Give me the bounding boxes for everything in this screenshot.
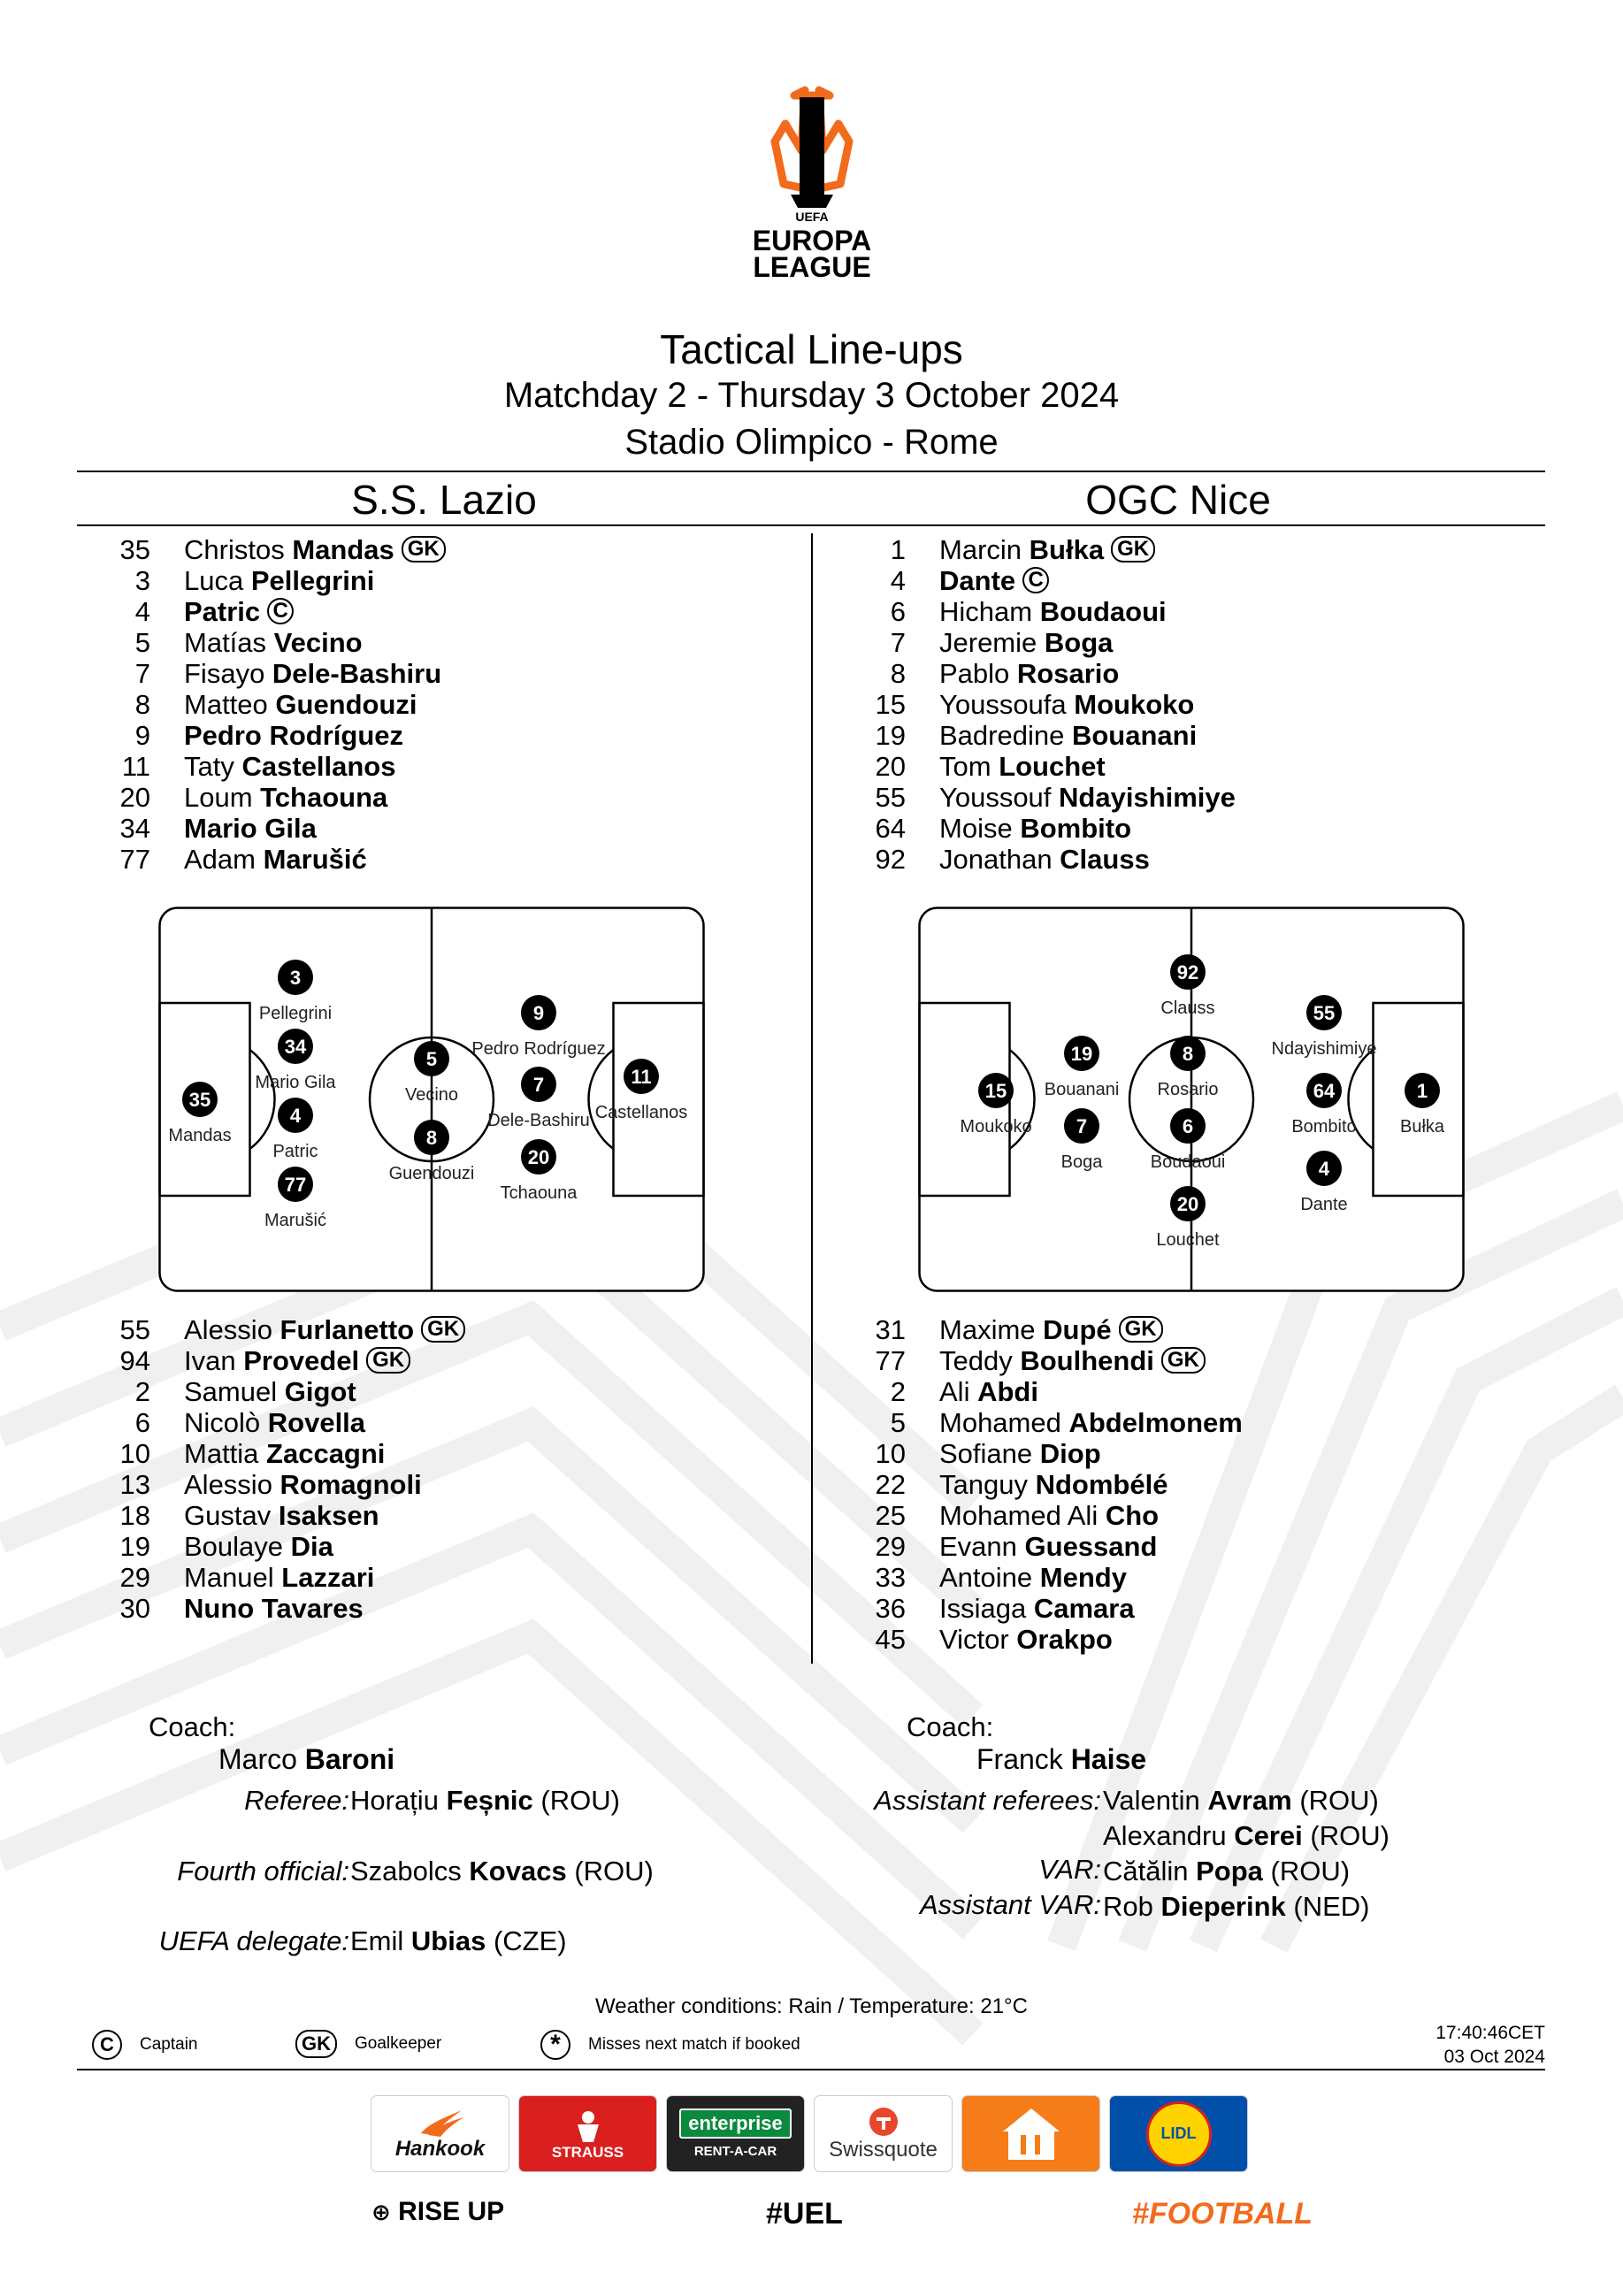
player-marker-number: 4: [289, 1105, 302, 1127]
player-marker-number: 3: [289, 967, 302, 989]
away-starter-row: [851, 844, 1236, 875]
goalkeeper-icon: GK: [421, 1316, 465, 1343]
away-sub-row: [851, 1624, 1243, 1655]
shirt-number: 19: [119, 1531, 150, 1562]
player-last-name: Ndayishimiye: [1059, 782, 1236, 813]
shirt-number: 29: [119, 1562, 150, 1593]
player-first-name: Badredine: [939, 720, 1072, 751]
player-marker-number: 5: [425, 1048, 438, 1070]
shirt-number: 11: [121, 751, 150, 782]
shirt-number: 33: [875, 1562, 906, 1593]
home-sub-row: [96, 1593, 465, 1624]
uefa-delegate-name: Emil Ubias (CZE): [350, 1925, 567, 1956]
away-starter-row: [851, 813, 1236, 844]
player-marker-name: Pedro Rodríguez: [471, 1039, 606, 1059]
shirt-number: 20: [875, 751, 906, 782]
player-marker-number: 19: [1070, 1043, 1093, 1065]
player-first-name: Youssoufa: [939, 689, 1075, 720]
home-starter-row: [96, 720, 446, 751]
shirt-number: 45: [875, 1624, 906, 1655]
player-last-name: Cho: [1105, 1500, 1160, 1531]
home-starter-row: [96, 627, 446, 658]
fourth-official-name: Szabolcs Kovacs (ROU): [350, 1856, 654, 1887]
player-first-name: Hicham: [939, 596, 1040, 627]
shirt-number: 6: [890, 596, 906, 627]
player-last-name: Abdi: [977, 1376, 1038, 1407]
uefa-delegate-role: UEFA delegate:: [158, 1925, 349, 1956]
player-last-name: Bułka: [1029, 534, 1105, 565]
shirt-number: 22: [875, 1469, 906, 1500]
player-last-name: Boga: [1044, 627, 1114, 658]
player-last-name: Abdelmonem: [1068, 1407, 1243, 1438]
player-marker-number: 7: [1076, 1115, 1088, 1137]
shirt-number: 30: [119, 1593, 150, 1624]
player-last-name: Diop: [1039, 1438, 1101, 1469]
player-last-name: Dupé: [1043, 1314, 1112, 1345]
legend-goalkeeper-label: Goalkeeper: [355, 2034, 442, 2053]
shirt-number: 3: [134, 565, 150, 596]
report-timestamp: [1435, 2021, 1545, 2069]
player-marker-number: 8: [425, 1127, 438, 1149]
player-marker-number: 8: [1182, 1043, 1194, 1065]
player-last-name: Nuno Tavares: [184, 1593, 364, 1624]
player-last-name: Zaccagni: [266, 1438, 386, 1469]
away-coach-label: Coach:: [907, 1711, 994, 1742]
hankook-label: Hankook: [394, 2136, 486, 2161]
home-sub-row: [96, 1438, 465, 1469]
home-starter-row: [96, 844, 446, 875]
player-last-name: Marušić: [263, 844, 367, 875]
player-marker-number: 55: [1313, 1002, 1336, 1024]
shirt-number: 15: [875, 689, 906, 720]
swissquote-label: Swissquote: [829, 2137, 938, 2162]
home-sub-row: [96, 1407, 465, 1438]
player-last-name: Romagnoli: [279, 1469, 422, 1500]
home-starter-row: [96, 813, 446, 844]
home-starter-row: [96, 596, 446, 627]
player-last-name: Furlanetto: [279, 1314, 415, 1345]
player-marker-name: Moukoko: [960, 1117, 1032, 1137]
shirt-number: 7: [890, 627, 906, 658]
player-last-name: Louchet: [999, 751, 1106, 782]
enterprise-label: enterprise: [679, 2108, 791, 2139]
shirt-number: 9: [134, 720, 150, 751]
shirt-number: 7: [134, 658, 150, 689]
player-first-name: Maxime: [939, 1314, 1044, 1345]
player-last-name: Vecino: [273, 627, 363, 658]
player-marker-name: Castellanos: [594, 1103, 688, 1122]
home-sub-row: [96, 1376, 465, 1407]
fourth-official-role: Fourth official:: [177, 1856, 349, 1887]
player-marker-number: 9: [532, 1002, 545, 1024]
footer-uel-hashtag: #UEL: [766, 2197, 843, 2231]
home-starter-row: [96, 658, 446, 689]
player-marker-number: 77: [284, 1174, 307, 1196]
goalkeeper-icon: GK: [1111, 536, 1155, 563]
shirt-number: 10: [875, 1438, 906, 1469]
venue-info: Stadio Olimpico - Rome: [624, 423, 999, 462]
assistant-referee-2: Alexandru Cerei (ROU): [1103, 1820, 1390, 1851]
shirt-number: 55: [119, 1314, 150, 1345]
shirt-number: 13: [119, 1469, 150, 1500]
home-sub-row: [96, 1345, 465, 1376]
player-last-name: Mendy: [1039, 1562, 1127, 1593]
player-first-name: Matteo: [184, 689, 276, 720]
home-sub-row: [96, 1500, 465, 1531]
shirt-number: 2: [134, 1376, 150, 1407]
player-first-name: Antoine: [939, 1562, 1040, 1593]
away-sub-row: [851, 1314, 1243, 1345]
player-first-name: Mohamed Ali: [939, 1500, 1106, 1531]
player-first-name: Evann: [939, 1531, 1025, 1562]
strauss-bird-icon: [570, 2107, 606, 2144]
player-first-name: Christos: [184, 534, 293, 565]
player-last-name: Tchaouna: [260, 782, 388, 813]
away-sub-row: [851, 1593, 1243, 1624]
shirt-number: 5: [134, 627, 150, 658]
away-sub-row: [851, 1376, 1243, 1407]
logo-uefa-text: UEFA: [795, 210, 829, 224]
player-last-name: Clauss: [1060, 844, 1150, 875]
player-first-name: Jonathan: [939, 844, 1060, 875]
shirt-number: 4: [134, 596, 150, 627]
player-first-name: Luca: [184, 565, 251, 596]
player-last-name: Bouanani: [1071, 720, 1198, 751]
away-starter-row: [851, 782, 1236, 813]
footer-football-hashtag: #FOOTBALL: [1132, 2197, 1313, 2231]
report-date: 03 Oct 2024: [1443, 2047, 1545, 2067]
player-marker-name: Tchaouna: [500, 1183, 578, 1203]
away-formation-pitch: [918, 907, 1465, 1292]
player-marker-name: Clauss: [1160, 999, 1215, 1018]
var-name: Cătălin Popa (ROU): [1103, 1856, 1351, 1887]
europa-league-logo: [752, 88, 872, 292]
away-starter-row: [851, 751, 1236, 782]
player-last-name: Lazzari: [281, 1562, 375, 1593]
player-first-name: Gustav: [184, 1500, 279, 1531]
sponsor-lidl: [1110, 2096, 1247, 2171]
player-first-name: Pablo: [939, 658, 1017, 689]
lidl-label: LIDL: [1160, 2124, 1197, 2142]
away-sub-row: [851, 1500, 1243, 1531]
shirt-number: 31: [875, 1314, 906, 1345]
player-marker-number: 7: [532, 1074, 545, 1096]
away-starter-row: [851, 627, 1236, 658]
hankook-flame-icon: [414, 2107, 467, 2137]
player-last-name: Boudaoui: [1039, 596, 1167, 627]
player-marker-name: Mario Gila: [255, 1073, 336, 1092]
shirt-number: 20: [119, 782, 150, 813]
player-last-name: Gigot: [284, 1376, 356, 1407]
player-first-name: Marcin: [939, 534, 1030, 565]
player-last-name: Rosario: [1016, 658, 1120, 689]
player-last-name: Pellegrini: [250, 565, 375, 596]
home-starter-row: [96, 782, 446, 813]
player-last-name: Moukoko: [1074, 689, 1195, 720]
away-sub-row: [851, 1562, 1243, 1593]
away-coach-name: Franck Haise: [976, 1743, 1147, 1775]
shirt-number: 55: [875, 782, 906, 813]
shirt-number: 18: [119, 1500, 150, 1531]
player-marker-number: 20: [1176, 1193, 1199, 1215]
home-substitutes-list: [96, 1314, 465, 1624]
shirt-number: 4: [890, 565, 906, 596]
player-first-name: Alessio: [184, 1469, 280, 1500]
player-last-name: Dante: [939, 565, 1016, 596]
player-first-name: Taty: [184, 751, 242, 782]
player-marker-name: Bombito: [1291, 1117, 1357, 1137]
home-sub-row: [96, 1562, 465, 1593]
legend-captain-label: Captain: [140, 2035, 198, 2054]
shirt-number: 8: [134, 689, 150, 720]
logo-europa-text: EUROPA: [752, 225, 872, 256]
player-marker-name: Dante: [1300, 1195, 1348, 1214]
player-marker-number: 64: [1313, 1080, 1336, 1102]
player-first-name: Teddy: [939, 1345, 1021, 1376]
away-sub-row: [851, 1345, 1243, 1376]
player-first-name: Youssouf: [939, 782, 1060, 813]
player-last-name: Isaksen: [278, 1500, 379, 1531]
player-marker-number: 92: [1176, 961, 1199, 983]
home-starting-list: [96, 534, 446, 875]
shirt-number: 34: [119, 813, 150, 844]
player-marker-number: 35: [188, 1089, 211, 1111]
player-last-name: Castellanos: [241, 751, 396, 782]
player-marker-name: Boudaoui: [1150, 1152, 1226, 1172]
home-coach-name: Marco Baroni: [218, 1743, 395, 1775]
player-first-name: Manuel: [184, 1562, 282, 1593]
player-last-name: Dia: [290, 1531, 333, 1562]
away-sub-row: [851, 1407, 1243, 1438]
shirt-number: 2: [890, 1376, 906, 1407]
legend-captain: [92, 2030, 198, 2060]
assistant-referee-1: Valentin Avram (ROU): [1103, 1785, 1379, 1816]
referee-role: Referee:: [244, 1785, 349, 1816]
player-last-name: Mario Gila: [184, 813, 317, 844]
shirt-number: 94: [119, 1345, 150, 1376]
assistant-var-role: Assistant VAR:: [919, 1889, 1101, 1920]
away-sub-row: [851, 1531, 1243, 1562]
away-starter-row: [851, 720, 1236, 751]
sponsor-swissquote: [815, 2096, 952, 2171]
home-team-name: S.S. Lazio: [351, 477, 537, 523]
shirt-number: 35: [119, 534, 150, 565]
home-coach-label: Coach:: [149, 1711, 236, 1742]
player-marker-name: Pellegrini: [258, 1004, 333, 1023]
report-time: 17:40:46CET: [1435, 2023, 1545, 2043]
player-marker-name: Vecino: [404, 1085, 459, 1105]
page-title: Tactical Line-ups: [660, 326, 963, 372]
player-marker-name: Guendouzi: [388, 1164, 475, 1183]
player-marker-name: Patric: [272, 1142, 318, 1161]
shirt-number: 19: [875, 720, 906, 751]
away-starting-list: [851, 534, 1236, 875]
away-starter-row: [851, 534, 1236, 565]
player-last-name: Dele-Bashiru: [272, 658, 442, 689]
player-first-name: Matías: [184, 627, 274, 658]
player-last-name: Bombito: [1020, 813, 1132, 844]
player-first-name: Mattia: [184, 1438, 267, 1469]
player-marker-name: Bułka: [1399, 1117, 1445, 1137]
away-starter-row: [851, 658, 1236, 689]
referee-name: Horațiu Feșnic (ROU): [350, 1785, 620, 1816]
away-starter-row: [851, 689, 1236, 720]
player-first-name: Loum: [184, 782, 261, 813]
just-eat-house-icon: [996, 2103, 1067, 2165]
shirt-number: 25: [875, 1500, 906, 1531]
player-marker-number: 20: [527, 1146, 550, 1168]
player-last-name: Guessand: [1024, 1531, 1158, 1562]
player-marker-name: Marušić: [264, 1211, 327, 1230]
away-starter-row: [851, 565, 1236, 596]
shirt-number: 92: [875, 844, 906, 875]
captain-icon: C: [267, 598, 294, 624]
player-last-name: Pedro Rodríguez: [184, 720, 404, 751]
swissquote-icon: [868, 2106, 900, 2138]
player-first-name: Tanguy: [939, 1469, 1036, 1500]
goalkeeper-icon: GK: [1119, 1316, 1163, 1343]
player-first-name: Tom: [939, 751, 999, 782]
player-first-name: Ali: [939, 1376, 978, 1407]
home-starter-row: [96, 689, 446, 720]
shirt-number: 10: [119, 1438, 150, 1469]
shirt-number: 29: [875, 1531, 906, 1562]
player-first-name: Moise: [939, 813, 1021, 844]
matchday-info: Matchday 2 - Thursday 3 October 2024: [503, 376, 1120, 415]
player-last-name: Provedel: [243, 1345, 360, 1376]
captain-icon: C: [1022, 567, 1049, 593]
player-last-name: Rovella: [267, 1407, 366, 1438]
shirt-number: 5: [890, 1407, 906, 1438]
player-first-name: Jeremie: [939, 627, 1045, 658]
sponsor-strauss: [519, 2096, 656, 2171]
player-last-name: Orakpo: [1016, 1624, 1113, 1655]
player-marker-name: Ndayishimiye: [1271, 1039, 1377, 1059]
player-first-name: Nicolò: [184, 1407, 268, 1438]
goalkeeper-icon: GK: [1161, 1347, 1206, 1374]
goalkeeper-icon: GK: [295, 2030, 337, 2058]
player-marker-name: Louchet: [1156, 1230, 1220, 1250]
away-starter-row: [851, 596, 1236, 627]
away-substitutes-list: [851, 1314, 1243, 1655]
player-marker-number: 6: [1182, 1115, 1194, 1137]
header-divider-bottom: [77, 524, 1545, 526]
player-last-name: Patric: [184, 596, 261, 627]
player-first-name: Boulaye: [184, 1531, 291, 1562]
shirt-number: 8: [890, 658, 906, 689]
player-first-name: Issiaga: [939, 1593, 1034, 1624]
player-marker-number: 15: [984, 1080, 1007, 1102]
player-last-name: Camara: [1033, 1593, 1135, 1624]
strauss-label: STRAUSS: [551, 2143, 624, 2161]
home-sub-row: [96, 1531, 465, 1562]
footer-riseup: ⊕ RISE UP: [371, 2197, 505, 2226]
home-sub-row: [96, 1469, 465, 1500]
lidl-badge: [1146, 2101, 1212, 2167]
player-first-name: Alessio: [184, 1314, 280, 1345]
player-first-name: Fisayo: [184, 658, 272, 689]
player-first-name: Ivan: [184, 1345, 244, 1376]
away-team-name: OGC Nice: [1085, 477, 1271, 523]
home-sub-row: [96, 1314, 465, 1345]
away-sub-row: [851, 1469, 1243, 1500]
player-first-name: Adam: [184, 844, 264, 875]
player-marker-name: Boga: [1060, 1152, 1103, 1172]
legend-goalkeeper: [295, 2030, 441, 2058]
player-last-name: Boulhendi: [1020, 1345, 1154, 1376]
weather-conditions: Weather conditions: Rain / Temperature: 21°C: [595, 1994, 1028, 2018]
home-formation-pitch: [158, 907, 705, 1292]
player-first-name: Samuel: [184, 1376, 285, 1407]
shirt-number: 77: [875, 1345, 906, 1376]
player-marker-name: Rosario: [1157, 1080, 1219, 1099]
player-marker-number: 11: [631, 1066, 652, 1088]
shirt-number: 6: [134, 1407, 150, 1438]
player-last-name: Ndombélé: [1035, 1469, 1168, 1500]
assistant-referees-role: Assistant referees:: [874, 1785, 1101, 1816]
home-starter-row: [96, 751, 446, 782]
home-starter-row: [96, 565, 446, 596]
shirt-number: 36: [875, 1593, 906, 1624]
player-marker-number: 4: [1318, 1158, 1330, 1180]
riseup-globe-icon: ⊕: [371, 2199, 391, 2225]
sponsor-enterprise: [667, 2096, 804, 2171]
var-role: VAR:: [1038, 1854, 1101, 1885]
shirt-number: 77: [119, 844, 150, 875]
enterprise-sublabel: RENT-A-CAR: [693, 2144, 777, 2159]
player-first-name: Mohamed: [939, 1407, 1069, 1438]
player-marker-name: Mandas: [168, 1126, 232, 1145]
player-marker-name: Dele-Bashiru: [487, 1111, 590, 1130]
legend-booked-label: Misses next match if booked: [588, 2035, 800, 2054]
team-column-divider: [811, 533, 813, 1664]
sponsor-just-eat: [962, 2096, 1099, 2171]
player-first-name: Victor: [939, 1624, 1017, 1655]
goalkeeper-icon: GK: [402, 536, 446, 563]
booked-warning-icon: *: [540, 2030, 570, 2060]
header-divider-top: [77, 471, 1545, 472]
player-first-name: Sofiane: [939, 1438, 1040, 1469]
player-last-name: Guendouzi: [275, 689, 417, 720]
legend-booked: [540, 2030, 800, 2060]
logo-league-text: LEAGUE: [753, 251, 871, 283]
player-marker-name: Bouanani: [1044, 1080, 1120, 1099]
away-sub-row: [851, 1438, 1243, 1469]
home-starter-row: [96, 534, 446, 565]
player-last-name: Mandas: [292, 534, 394, 565]
player-marker-number: 1: [1416, 1080, 1428, 1102]
captain-icon: C: [92, 2030, 122, 2060]
shirt-number: 1: [890, 534, 906, 565]
shirt-number: 64: [875, 813, 906, 844]
assistant-var-name: Rob Dieperink (NED): [1103, 1891, 1370, 1922]
goalkeeper-icon: GK: [366, 1347, 410, 1374]
player-marker-number: 34: [284, 1036, 307, 1058]
sponsor-hankook: [371, 2096, 509, 2171]
footer-divider: [77, 2069, 1545, 2070]
